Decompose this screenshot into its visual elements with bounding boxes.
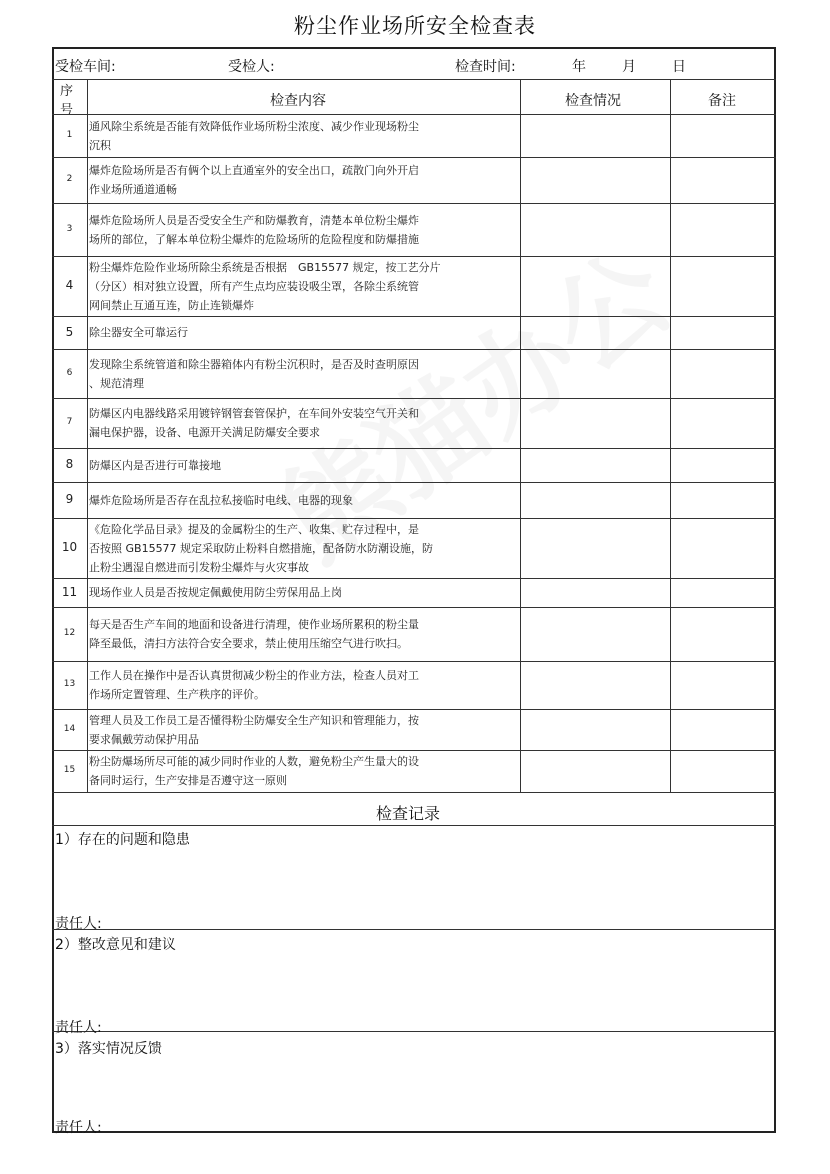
status-cell[interactable] (521, 204, 669, 255)
inspection-time-label: 检查时间: (455, 59, 516, 75)
remark-cell[interactable] (671, 350, 775, 397)
row-number: 13 (63, 679, 76, 689)
record-title-divider (52, 825, 776, 826)
status-cell[interactable] (521, 257, 669, 315)
status-cell[interactable] (521, 710, 669, 749)
content-header: 检查内容 (270, 93, 326, 109)
check-item-text: 爆炸危险场所人员是否受安全生产和防爆教育，清楚本单位粉尘爆炸 (89, 213, 419, 227)
year-label: 年 (572, 59, 586, 75)
remark-cell[interactable] (671, 317, 775, 348)
issues-responsible-label: 责任人: (55, 916, 102, 932)
check-item-text: 作业场所通道通畅 (89, 183, 177, 196)
inspected-person-label: 受检人: (228, 59, 275, 75)
check-item-text: 发现除尘系统管道和除尘器箱体内有粉尘沉积时，是否及时查明原因 (89, 357, 419, 371)
check-item-text: 粉尘防爆场所尽可能的减少同时作业的人数，避免粉尘产生量大的设 (89, 755, 419, 768)
check-item-text: 爆炸危险场所是否存在乱拉私接临时电线、电器的现象 (89, 493, 353, 507)
status-cell[interactable] (521, 350, 669, 397)
row-number: 2 (66, 174, 73, 184)
remark-cell[interactable] (671, 483, 775, 517)
status-cell[interactable] (521, 317, 669, 348)
remark-cell[interactable] (671, 257, 775, 315)
check-item-text: 粉尘爆炸危险作业场所除尘系统是否根据 GB15577 规定，按工艺分片 (89, 260, 441, 274)
remark-cell[interactable] (671, 399, 775, 447)
row-divider (52, 792, 776, 793)
status-cell[interactable] (521, 579, 669, 606)
check-item-text: 要求佩戴劳动保护用品 (89, 732, 199, 746)
row-number: 8 (65, 457, 74, 471)
check-item-text: 止粉尘遇湿自燃进而引发粉尘爆炸与火灾事故 (89, 560, 309, 574)
feedback-heading: 3）落实情况反馈 (55, 1041, 162, 1057)
check-item-text: 沉积 (89, 138, 111, 152)
check-item-text: 防爆区内电器线路采用镀锌钢管套管保护，在车间外安装空气开关和 (89, 407, 419, 420)
remark-cell[interactable] (671, 579, 775, 606)
workshop-label: 受检车间: (55, 59, 116, 75)
remark-cell[interactable] (671, 751, 775, 791)
remark-cell[interactable] (671, 158, 775, 202)
remark-cell[interactable] (671, 662, 775, 708)
check-item-text: 《危险化学品目录》提及的金属粉尘的生产、收集、贮存过程中，是 (89, 522, 419, 536)
remark-cell[interactable] (671, 449, 775, 481)
page-title: 粉尘作业场所安全检查表 (294, 14, 536, 38)
status-cell[interactable] (521, 158, 669, 202)
issues-heading: 1）存在的问题和隐患 (55, 832, 190, 848)
row-number: 7 (66, 417, 73, 427)
status-header: 检查情况 (565, 93, 621, 109)
row-number: 3 (66, 223, 73, 234)
status-cell[interactable] (521, 751, 669, 791)
check-item-text: 、规范清理 (89, 376, 144, 390)
row-number: 1 (66, 129, 73, 140)
seq-header-1: 序 (60, 84, 74, 99)
remark-cell[interactable] (671, 710, 775, 749)
check-item-text: 工作人员在操作中是否认真贯彻减少粉尘的作业方法，检查人员对工 (89, 669, 419, 682)
check-item-text: 降至最低，清扫方法符合安全要求，禁止使用压缩空气进行吹扫。 (89, 637, 408, 650)
check-item-text: 漏电保护器，设备、电源开关满足防爆安全要求 (89, 426, 320, 439)
row-number: 6 (66, 367, 73, 378)
remark-header: 备注 (708, 93, 736, 109)
seq-column-divider (87, 79, 88, 792)
check-item-text: 除尘器安全可靠运行 (89, 326, 188, 339)
status-cell[interactable] (521, 483, 669, 517)
remark-cell[interactable] (671, 204, 775, 255)
seq-header-2: 号 (60, 103, 74, 118)
status-cell[interactable] (521, 519, 669, 577)
row-number: 14 (63, 723, 76, 734)
row-number: 4 (65, 278, 74, 292)
header-divider (52, 79, 776, 80)
check-item-text: 场所的部位，了解本单位粉尘爆炸的危险场所的危险程度和防爆措施 (89, 232, 419, 246)
check-item-text: 作场所定置管理、生产秩序的评价。 (89, 688, 265, 701)
status-cell[interactable] (521, 608, 669, 660)
check-item-text: 网间禁止互通互连，防止连锁爆炸 (89, 298, 254, 312)
section-divider (52, 1031, 776, 1032)
check-item-text: 管理人员及工作员工是否懂得粉尘防爆安全生产知识和管理能力，按 (89, 713, 419, 727)
remark-cell[interactable] (671, 608, 775, 660)
suggestions-responsible-label: 责任人: (55, 1020, 102, 1036)
row-number: 5 (65, 324, 74, 339)
suggestions-heading: 2）整改意见和建议 (55, 937, 176, 953)
check-item-text: 爆炸危险场所是否有俩个以上直通室外的安全出口，疏散门向外开启 (89, 164, 419, 177)
row-number: 12 (63, 628, 76, 638)
row-number: 11 (61, 584, 78, 599)
check-item-text: 否按照 GB15577 规定采取防止粉料自燃措施，配备防水防潮设施，防 (89, 541, 434, 555)
status-cell[interactable] (521, 399, 669, 447)
check-item-text: 通风除尘系统是否能有效降低作业场所粉尘浓度、减少作业现场粉尘 (89, 119, 419, 133)
month-label: 月 (622, 59, 636, 75)
status-cell[interactable] (521, 662, 669, 708)
check-item-text: 备同时运行，生产安排是否遵守这一原则 (89, 774, 287, 787)
day-label: 日 (672, 59, 686, 75)
remark-cell[interactable] (671, 519, 775, 577)
check-item-text: 每天是否生产车间的地面和设备进行清理，使作业场所累积的粉尘量 (89, 618, 419, 631)
row-number: 15 (63, 765, 76, 775)
status-cell[interactable] (521, 449, 669, 481)
status-cell[interactable] (521, 115, 669, 156)
row-number: 10 (61, 540, 78, 554)
feedback-responsible-label: 责任人: (55, 1120, 102, 1136)
row-number: 9 (65, 492, 74, 506)
remark-cell[interactable] (671, 115, 775, 156)
record-title: 检查记录 (376, 804, 441, 823)
check-item-text: 防爆区内是否进行可靠接地 (89, 458, 221, 472)
section-divider (52, 929, 776, 930)
check-item-text: （分区）相对独立设置，所有产生点均应装设吸尘罩，各除尘系统管 (89, 279, 419, 293)
check-item-text: 现场作业人员是否按规定佩戴使用防尘劳保用品上岗 (89, 586, 342, 599)
